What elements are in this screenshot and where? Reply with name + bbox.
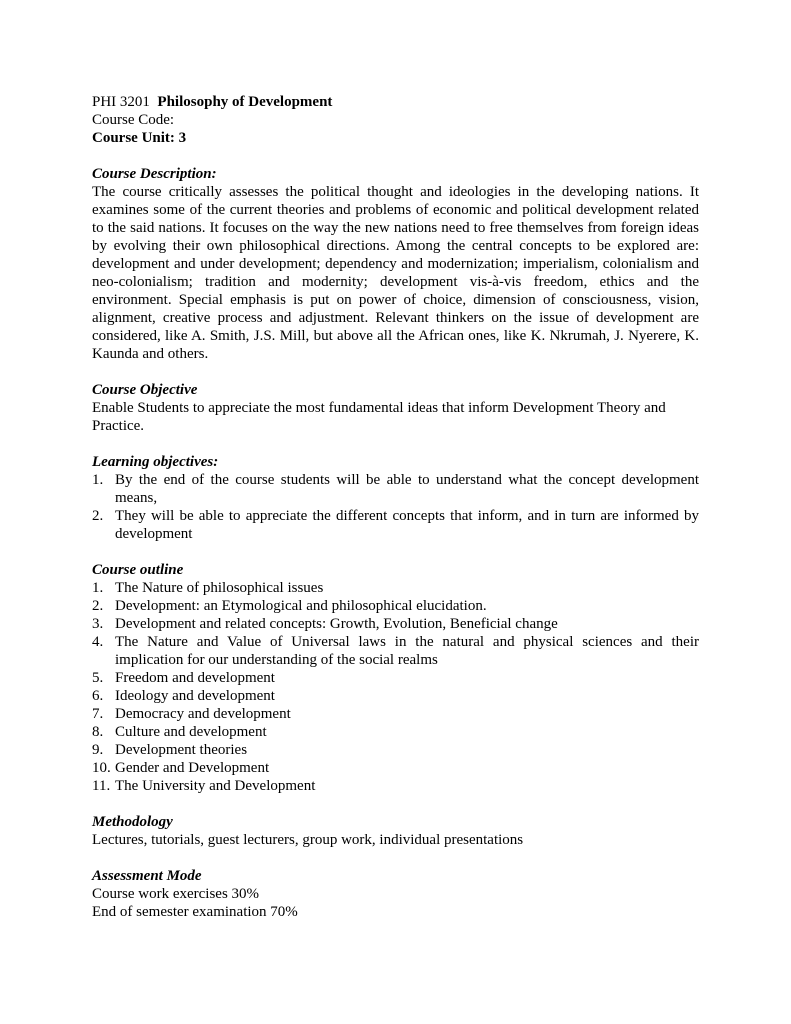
list-item: 3. Development and related concepts: Growth, Evolution, Beneficial change <box>92 616 558 632</box>
description-heading: Course Description: <box>92 166 217 182</box>
course-title: Philosophy of Development <box>157 94 333 110</box>
list-item: 11. The University and Development <box>92 778 316 794</box>
description-text: The course critically assesses the political thought and ideologies in the developing nations. It examines some of the current theories and problems of economic and political development related to the said nations. It focuses on the way the new nations need to free themselves from foreign ideas by evolving their own philosophical directions. Among the central concepts to be explored are: development and under development; dependency and modernization; imperialism, colonialism and neo-colonialism; tradition and modernity; development vis-à-vis freedom, ethics and the environment. Special emphasis is put on power of choice, dimension of consciousness, vision, alignment, creative process and adjustment. Relevant thinkers on the issue of development are considered, like A. Smith, J.S. Mill, but above all the African ones, like K. Nkrumah, J. Nyerere, K. Kaunda and others. <box>92 184 699 362</box>
course-unit: Course Unit: 3 <box>92 130 187 146</box>
list-item: 9. Development theories <box>92 742 248 758</box>
list-item: 5. Freedom and development <box>92 670 275 686</box>
list-item: 1. By the end of the course students will be able to understand what the concept development means, <box>92 472 699 506</box>
outline-heading: Course outline <box>92 562 184 578</box>
learning-heading: Learning objectives: <box>92 454 219 470</box>
course-code-label: Course Code: <box>92 112 175 128</box>
list-item: 4. The Nature and Value of Universal laws in the natural and physical sciences and their implication for our understanding of the social realms <box>92 634 699 668</box>
methodology-text: Lectures, tutorials, guest lecturers, group work, individual presentations <box>92 832 524 848</box>
assessment-line: End of semester examination 70% <box>92 904 298 920</box>
list-item: 1. The Nature of philosophical issues <box>92 580 324 596</box>
methodology-heading: Methodology <box>92 814 173 830</box>
learning-list <box>92 471 699 543</box>
list-item: 10. Gender and Development <box>92 760 270 776</box>
assessment-line: Course work exercises 30% <box>92 886 260 902</box>
outline-list <box>92 579 699 795</box>
course-title-line <box>92 93 699 111</box>
assessment-heading: Assessment Mode <box>92 868 202 884</box>
list-item: 7. Democracy and development <box>92 706 291 722</box>
course-number: PHI 3201 <box>92 94 150 110</box>
document-page <box>92 93 699 921</box>
objective-heading: Course Objective <box>92 382 198 398</box>
list-item: 2. They will be able to appreciate the different concepts that inform, and in turn are informed by development <box>92 508 699 542</box>
objective-text: Enable Students to appreciate the most fundamental ideas that inform Development Theory and Practice. <box>92 400 666 434</box>
list-item: 6. Ideology and development <box>92 688 275 704</box>
list-item: 8. Culture and development <box>92 724 267 740</box>
list-item: 2. Development: an Etymological and philosophical elucidation. <box>92 598 487 614</box>
